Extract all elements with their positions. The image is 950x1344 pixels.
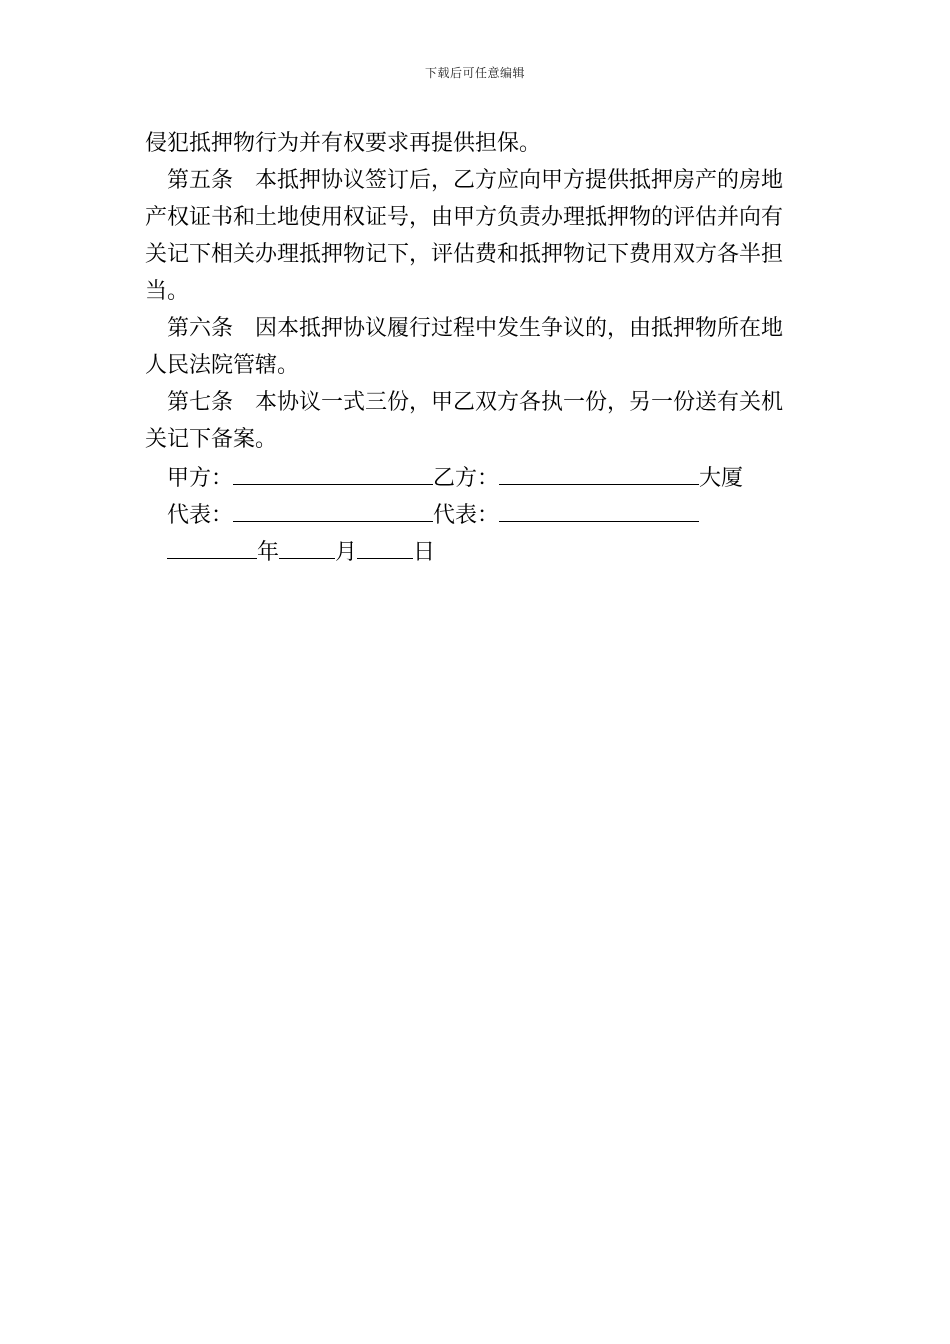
paragraph-line: 第五条 本抵押协议签订后，乙方应向甲方提供抵押房产的房地 xyxy=(167,168,784,193)
day-label: 日 xyxy=(413,540,436,565)
rep-a-blank[interactable] xyxy=(233,495,433,522)
paragraph-line: 产权证书和土地使用权证号，由甲方负责办理抵押物的评估并向有 xyxy=(145,205,784,230)
rep-b-blank[interactable] xyxy=(499,495,699,522)
party-a-blank[interactable] xyxy=(233,458,433,485)
rep-b-label: 代表： xyxy=(433,503,500,528)
year-label: 年 xyxy=(257,540,280,565)
party-signature-row xyxy=(145,458,805,495)
document-body xyxy=(145,125,805,569)
month-blank[interactable] xyxy=(279,532,335,559)
paragraph-line: 当。 xyxy=(145,279,190,304)
party-b-suffix: 大厦 xyxy=(699,466,744,491)
representative-signature-row xyxy=(145,495,805,532)
paragraph-line: 侵犯抵押物行为并有权要求再提供担保。 xyxy=(145,131,542,156)
party-b-label: 乙方： xyxy=(433,466,500,491)
paragraph-line: 第七条 本协议一式三份，甲乙双方各执一份，另一份送有关机 xyxy=(167,390,784,415)
paragraph-line: 关记下备案。 xyxy=(145,427,278,452)
party-a-label: 甲方： xyxy=(167,466,234,491)
page-header: 下载后可任意编辑 xyxy=(424,66,525,80)
paragraph-line: 关记下相关办理抵押物记下，评估费和抵押物记下费用双方各半担 xyxy=(145,242,784,267)
month-label: 月 xyxy=(335,540,358,565)
party-b-blank[interactable] xyxy=(499,458,699,485)
date-row xyxy=(145,532,805,569)
year-blank[interactable] xyxy=(167,532,257,559)
paragraph-line: 第六条 因本抵押协议履行过程中发生争议的，由抵押物所在地 xyxy=(167,316,784,341)
paragraph-line: 人民法院管辖。 xyxy=(145,353,300,378)
rep-a-label: 代表： xyxy=(167,503,234,528)
day-blank[interactable] xyxy=(357,532,413,559)
